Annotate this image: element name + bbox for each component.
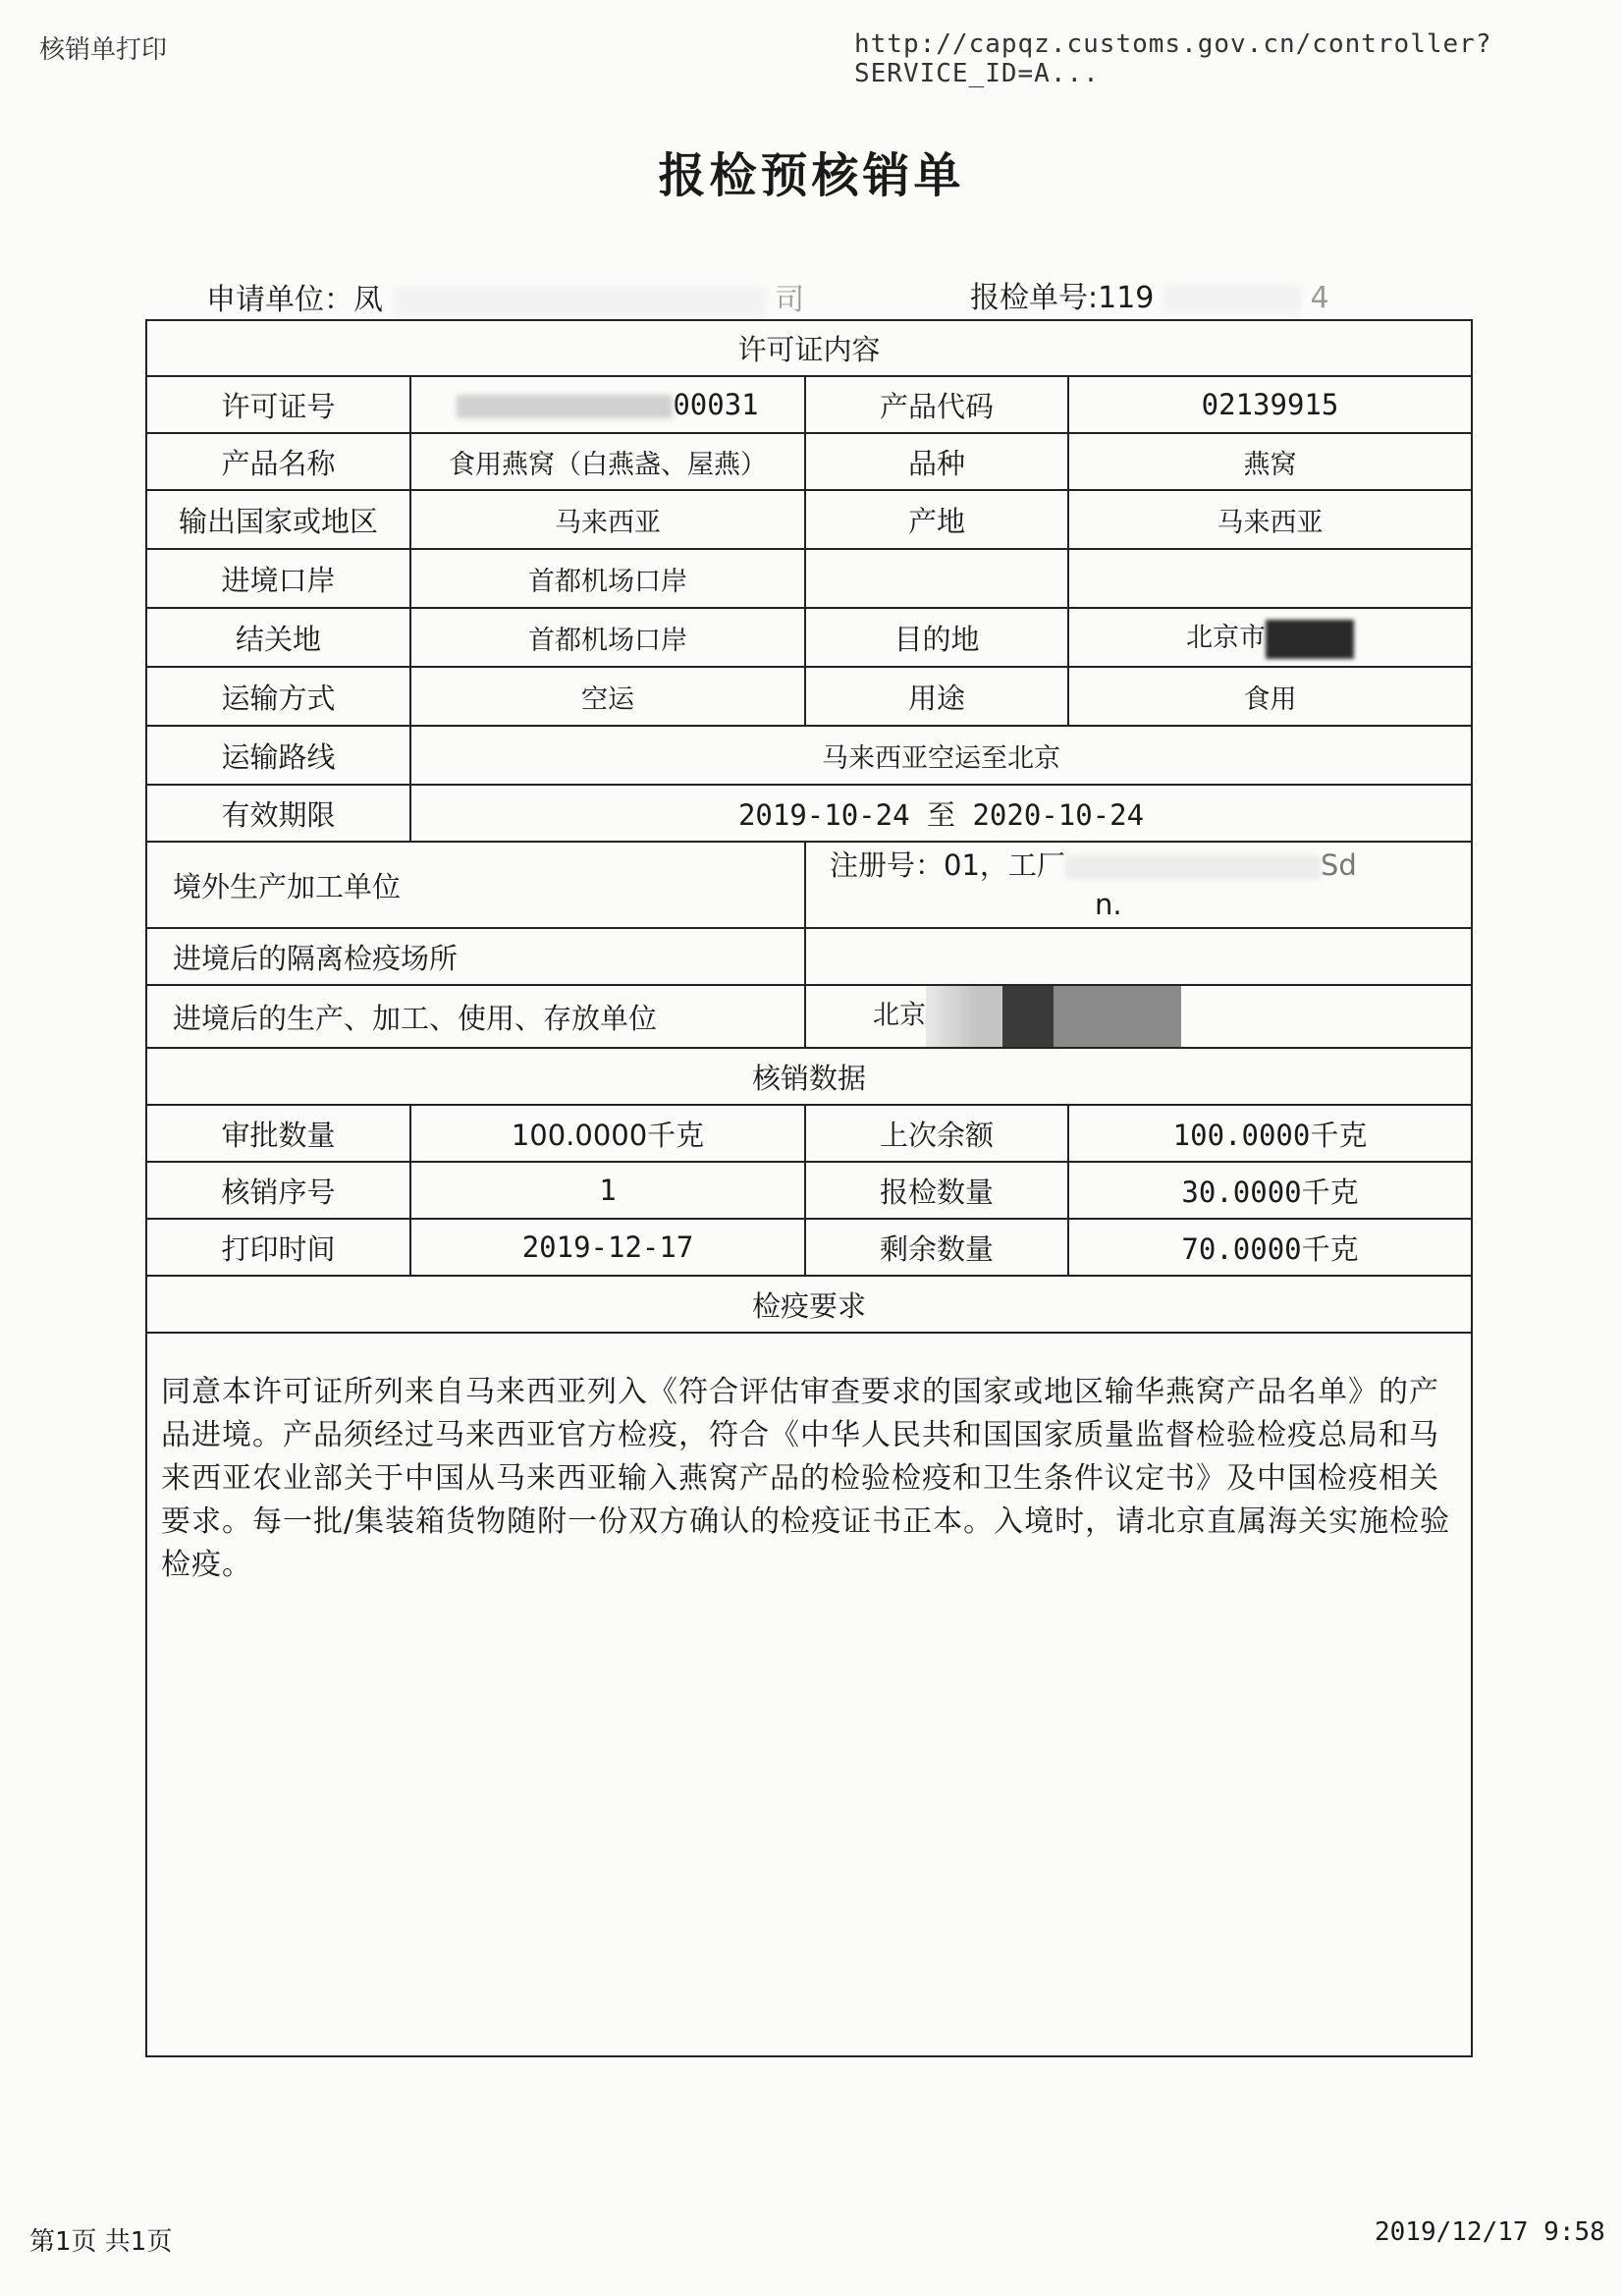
storage-unit-value: [805, 985, 1471, 1048]
page-number: 第1页 共1页: [29, 2227, 173, 2257]
approved-qty-label: 审批数量: [147, 1105, 410, 1162]
inspection-qty-value: 30.0000千克: [1068, 1162, 1471, 1219]
license-table: [147, 321, 1471, 1334]
product-name-label: 产品名称: [147, 433, 410, 490]
redaction-block: [1065, 855, 1321, 879]
writeoff-section-title: 核销数据: [147, 1048, 1471, 1105]
validity-value: 2019-10-24 至 2020-10-24: [410, 785, 1471, 842]
quarantine-requirements-text: 同意本许可证所列来自马来西亚列入《符合评估审查要求的国家或地区输华燕窝产品名单》的产品进境。产品须经过马来西亚官方检疫，符合《中华人民共和国国家质量监督检验检疫总局和马来西亚农业部关于中国从马来西亚输入燕窝产品的检验检疫和卫生条件议定书》及中国检疫相关要求。每一批/集装箱货物随附一份双方确认的检疫证书正本。入境时，请北京直属海关实施检验检疫。: [161, 1375, 1451, 1582]
empty-cell: [1068, 549, 1471, 608]
customs-place-value: 首都机场口岸: [410, 608, 805, 667]
writeoff-seq-label: 核销序号: [147, 1162, 410, 1219]
validity-label: 有效期限: [147, 785, 410, 842]
route-value: 马来西亚空运至北京: [410, 726, 1471, 785]
overseas-unit-value: [805, 842, 1471, 928]
inspection-number-value: 119: [1098, 281, 1155, 315]
inspection-number-label: 报检单号:: [970, 281, 1099, 315]
entry-port-label: 进境口岸: [147, 549, 410, 608]
quarantine-section-title: 检疫要求: [147, 1276, 1471, 1333]
overseas-unit-line1: 注册号：01，工厂: [830, 848, 1065, 882]
purpose-value: 食用: [1068, 667, 1471, 726]
storage-unit-text: 北京: [873, 1000, 926, 1031]
overseas-unit-line1-row: [830, 846, 1465, 885]
document-title: 报检预核销单: [658, 148, 965, 203]
origin-value: 马来西亚: [1068, 490, 1471, 549]
destination-label: 目的地: [805, 608, 1068, 667]
license-no-text: 00031: [673, 388, 759, 421]
last-balance-label: 上次余额: [805, 1105, 1068, 1162]
apply-unit-label: 申请单位：: [206, 283, 353, 317]
redaction-block: [457, 395, 673, 418]
print-page-title: 核销单打印: [39, 35, 168, 65]
redaction-block: [1163, 285, 1301, 314]
apply-unit-value-tail: 司: [775, 283, 805, 317]
storage-unit-label: 进境后的生产、加工、使用、存放单位: [147, 985, 805, 1048]
redaction-block: [926, 986, 1181, 1047]
inspection-number: [970, 273, 1329, 316]
entry-port-value: 首都机场口岸: [410, 549, 805, 608]
variety-value: 燕窝: [1068, 433, 1471, 490]
product-name-value: 食用燕窝（白燕盏、屋燕）: [410, 433, 805, 490]
variety-label: 品种: [805, 433, 1068, 490]
export-country-label: 输出国家或地区: [147, 490, 410, 549]
transport-label: 运输方式: [147, 667, 410, 726]
license-no-label: 许可证号: [147, 376, 410, 433]
apply-unit-value: 凤: [353, 283, 383, 317]
remaining-qty-label: 剩余数量: [805, 1219, 1068, 1276]
product-code-label: 产品代码: [805, 376, 1068, 433]
overseas-unit-label: 境外生产加工单位: [147, 842, 805, 928]
destination-text: 北京市: [1186, 623, 1266, 654]
print-time-label: 打印时间: [147, 1219, 410, 1276]
empty-cell: [805, 549, 1068, 608]
license-section-title: 许可证内容: [147, 321, 1471, 376]
writeoff-form: [145, 319, 1473, 2057]
approved-qty-value: 100.0000千克: [410, 1105, 805, 1162]
remaining-qty-value: 70.0000千克: [1068, 1219, 1471, 1276]
quarantine-site-value: [805, 928, 1471, 985]
overseas-unit-line1-tail: Sd: [1320, 848, 1357, 882]
license-no-value: [410, 376, 805, 433]
last-balance-value: 100.0000千克: [1068, 1105, 1471, 1162]
print-time-value: 2019-12-17: [410, 1219, 805, 1276]
customs-place-label: 结关地: [147, 608, 410, 667]
route-label: 运输路线: [147, 726, 410, 785]
apply-unit: [206, 275, 804, 318]
origin-label: 产地: [805, 490, 1068, 549]
product-code-value: 02139915: [1068, 376, 1471, 433]
inspection-number-tail: 4: [1310, 281, 1329, 315]
overseas-unit-line2: n.: [1095, 888, 1122, 921]
transport-value: 空运: [410, 667, 805, 726]
redaction-block: [1266, 620, 1354, 659]
inspection-qty-label: 报检数量: [805, 1162, 1068, 1219]
writeoff-seq-value: 1: [410, 1162, 805, 1219]
print-datetime: 2019/12/17 9:58: [1375, 2217, 1605, 2247]
page-url: http://capqz.customs.gov.cn/controller?SERVICE_ID=A...: [854, 29, 1492, 88]
redaction-block: [393, 287, 766, 316]
destination-value: [1068, 608, 1471, 667]
quarantine-site-label: 进境后的隔离检疫场所: [147, 928, 805, 985]
export-country-value: 马来西亚: [410, 490, 805, 549]
purpose-label: 用途: [805, 667, 1068, 726]
